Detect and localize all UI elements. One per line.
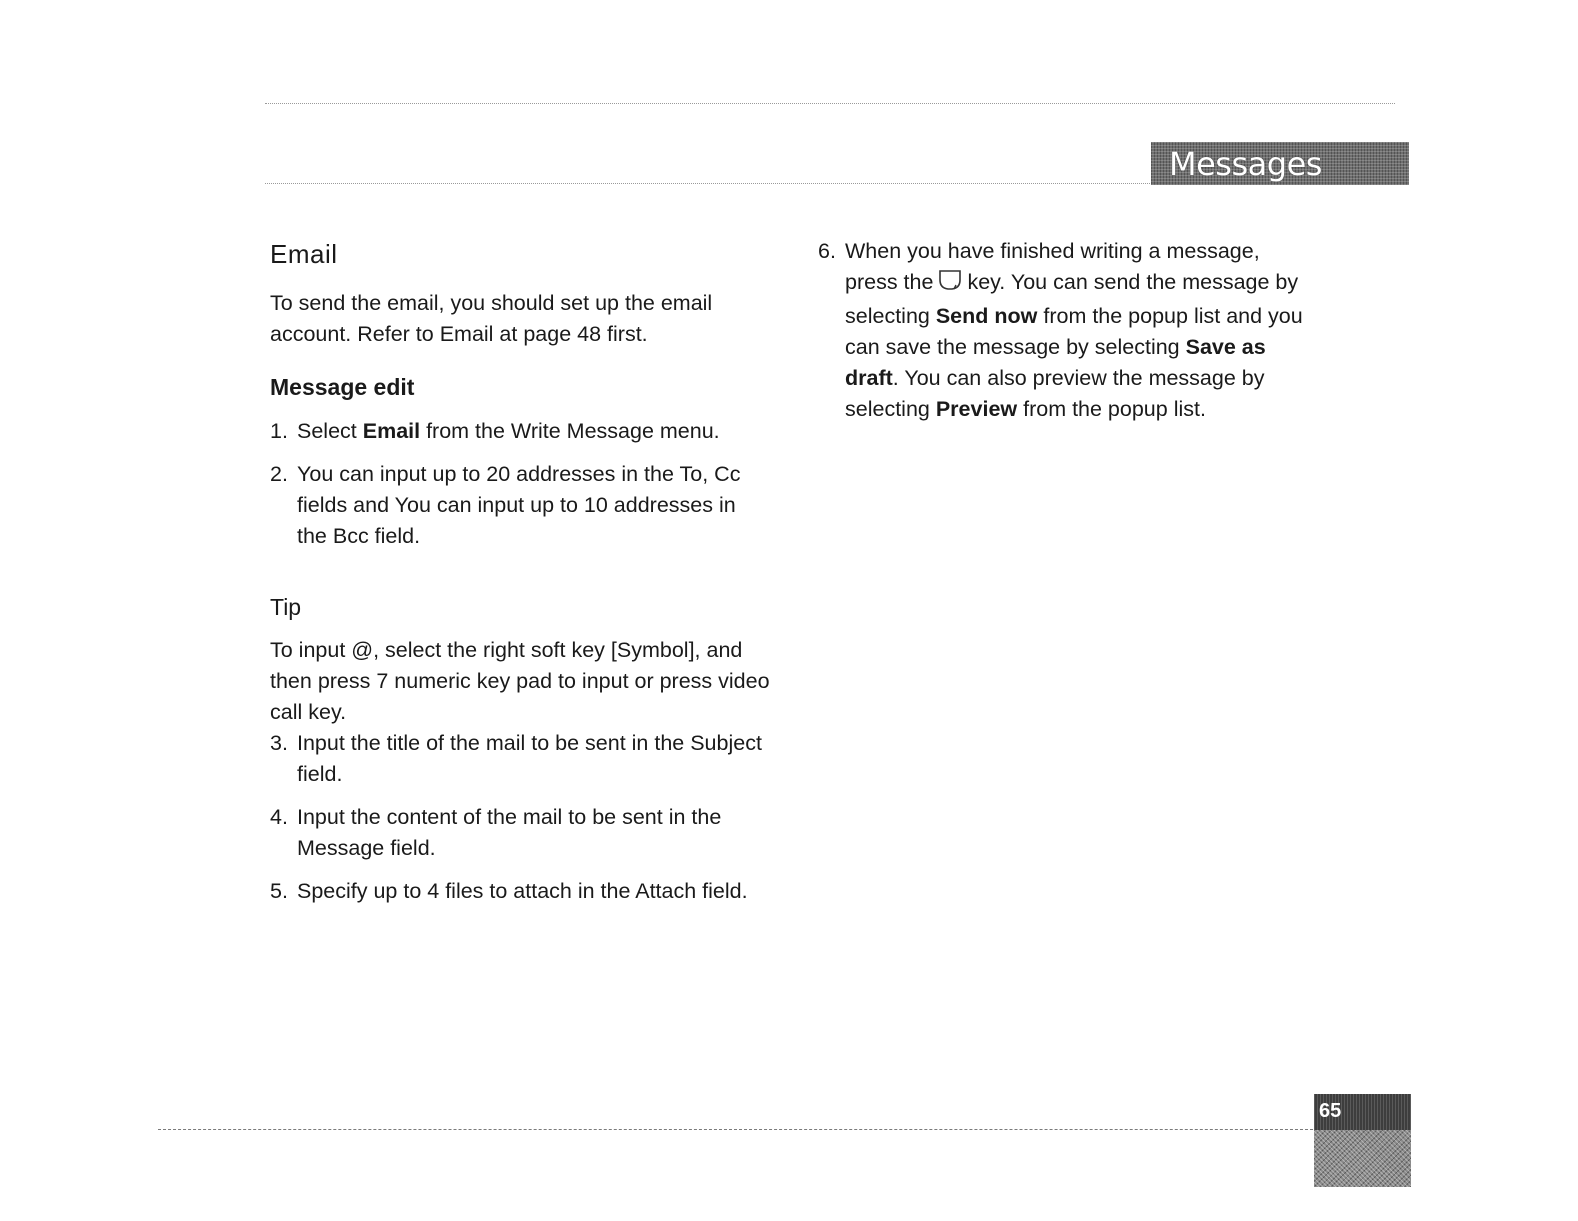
message-edit-heading: Message edit	[270, 374, 415, 400]
step-1	[270, 416, 770, 447]
page-number-box	[1314, 1094, 1411, 1187]
steps-list-a	[270, 416, 770, 552]
section-tab-label: Messages	[1169, 145, 1322, 183]
step-6-text-1: When you have finished writing a message, press the	[845, 239, 1260, 294]
save-as-draft-label: Save as draft	[845, 335, 1266, 390]
header-rule-top	[265, 103, 1395, 104]
step-2-text: You can input up to 20 addresses in the To, Cc fields and You can input up to 10 addresses in the Bcc field.	[297, 462, 741, 548]
step-5-text: Specify up to 4 files to attach in the Attach field.	[297, 879, 748, 903]
step-1-text-pre: Select	[297, 419, 363, 443]
step-1-text-post: from the Write Message menu.	[420, 419, 720, 443]
header-rule-bottom	[265, 183, 1150, 184]
step-6-text-5: from the popup list.	[1017, 397, 1206, 421]
step-number: 2.	[270, 462, 288, 486]
step-number: 3.	[270, 731, 288, 755]
step-6-text-4: . You can also preview the message by selecting	[845, 366, 1265, 421]
step-3-text: Input the title of the mail to be sent in the Subject field.	[297, 731, 762, 786]
right-column	[818, 236, 1318, 437]
step-number: 4.	[270, 805, 288, 829]
preview-label: Preview	[935, 397, 1018, 421]
step-3	[270, 728, 770, 790]
step-6-text-3: from the popup list and you can save the message by selecting	[845, 304, 1303, 359]
step-4-text: Input the content of the mail to be sent in the Message field.	[297, 805, 722, 860]
tip-text: To input @, select the right soft key [Symbol], and then press 7 numeric key pad to input or press video call key.	[270, 638, 770, 724]
step-number: 6.	[818, 239, 836, 263]
steps-list-b	[270, 728, 770, 907]
email-heading: Email	[270, 239, 338, 269]
page-number-band	[1314, 1094, 1411, 1130]
left-column	[270, 238, 770, 919]
tip-block	[270, 592, 770, 728]
send-now-label: Send now	[935, 304, 1038, 328]
step-2	[270, 459, 770, 552]
steps-list-c	[818, 236, 1318, 425]
email-intro: To send the email, you should set up the email account. Refer to Email at page 48 first.	[270, 291, 713, 346]
step-number: 1.	[270, 419, 288, 443]
tip-heading: Tip	[270, 594, 302, 620]
footer-rule	[158, 1129, 1313, 1130]
step-1-bold: Email	[362, 419, 421, 443]
soft-key-icon	[937, 268, 963, 301]
step-number: 5.	[270, 879, 288, 903]
step-6	[818, 236, 1318, 425]
step-4	[270, 802, 770, 864]
step-5	[270, 876, 770, 907]
step-6-text-2: key. You can send the message by selecting	[845, 270, 1299, 328]
section-tab	[1151, 142, 1409, 185]
page-number: 65	[1319, 1100, 1342, 1122]
